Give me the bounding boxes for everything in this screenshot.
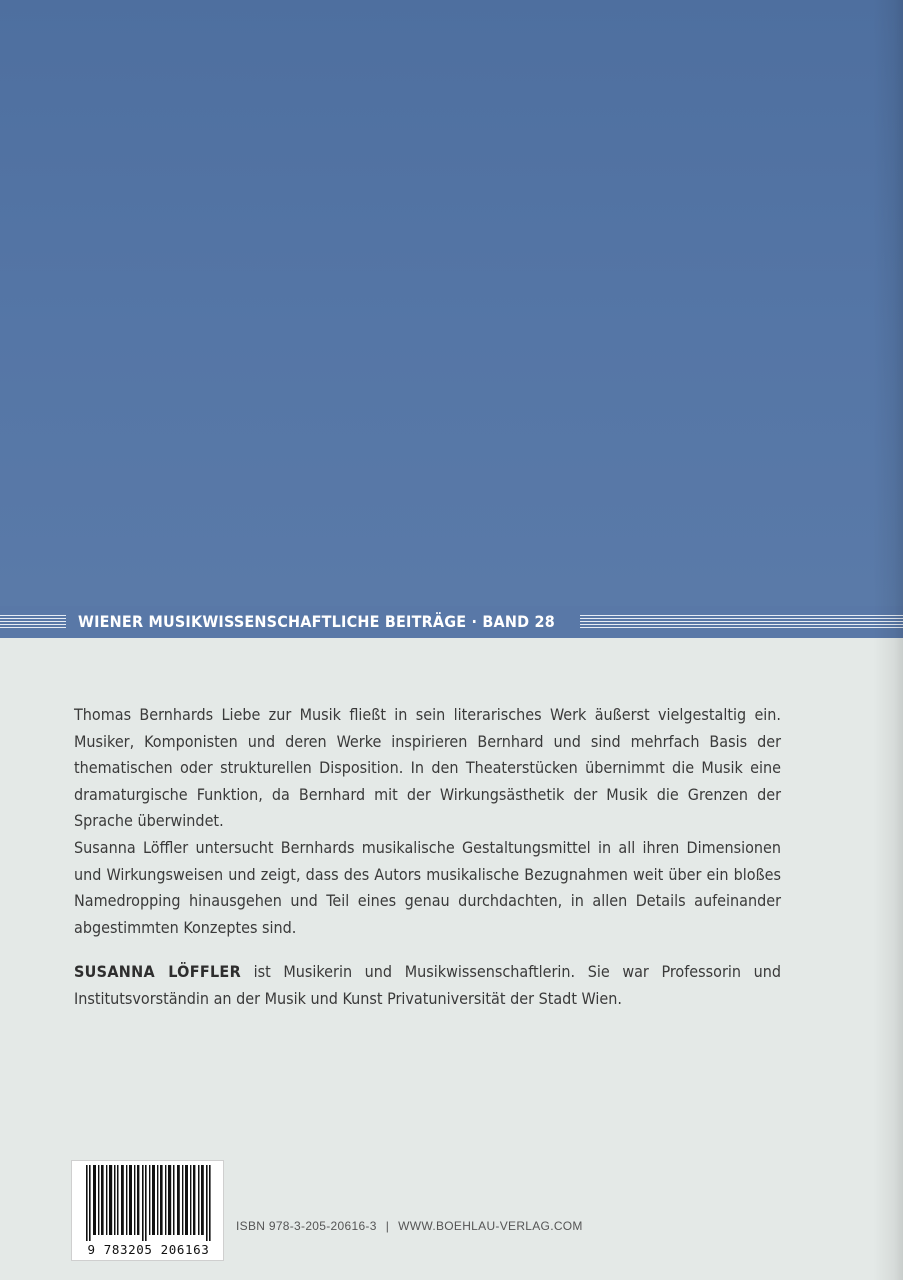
band-lines-right [580,615,903,630]
spine-edge-shadow [873,0,903,1280]
footer-separator: | [385,1219,390,1233]
publisher-website: WWW.BOEHLAU-VERLAG.COM [398,1219,583,1233]
blurb-paragraph-2: Susanna Löffler untersucht Bernhards musikalische Gestaltungsmittel in all ihren Dimensionen und Wirkungsweisen und zeigt, dass des Autors musikalische Bezugnahmen weit über ein bloßes Namedropping hinausgehen und Teil eines genau durchdachten, in allen Details aufeinander abgestimmten Konzeptes sind. [74,837,781,937]
blurb-paragraph-1: Thomas Bernhards Liebe zur Musik fließt in sein literarisches Werk äußerst vielgestaltig ein. Musiker, Komponisten und deren Werke inspirieren Bernhard und sind mehrfach Basis der thematischen oder strukturellen Disposition. In den Theaterstücken übernimmt die Musik eine dramaturgische Funktion, da Bernhard mit der Wirkungsästhetik der Musik die Grenzen der Sprache überwindet. [74,705,781,831]
barcode-digits: 9 783205 206163 [87,1242,210,1257]
cover-blue-panel [0,0,903,606]
footer-line [236,1219,583,1233]
blurb [74,702,781,1013]
author-bio-text: ist Musikerin und Musikwissenschaftlerin. Sie war Professorin und Institutsvorständin an der Musik und Kunst Privatuniversität der Stadt Wien. [74,962,782,1008]
band-lines-left [0,615,66,630]
series-title: WIENER MUSIKWISSENSCHAFTLICHE BEITRÄGE · BAND 28 [78,612,555,631]
barcode [71,1160,224,1261]
author-bio [74,959,781,1012]
author-name: SUSANNA LÖFFLER [74,962,241,982]
isbn: ISBN 978-3-205-20616-3 [236,1219,377,1233]
barcode-bars [76,1165,221,1241]
